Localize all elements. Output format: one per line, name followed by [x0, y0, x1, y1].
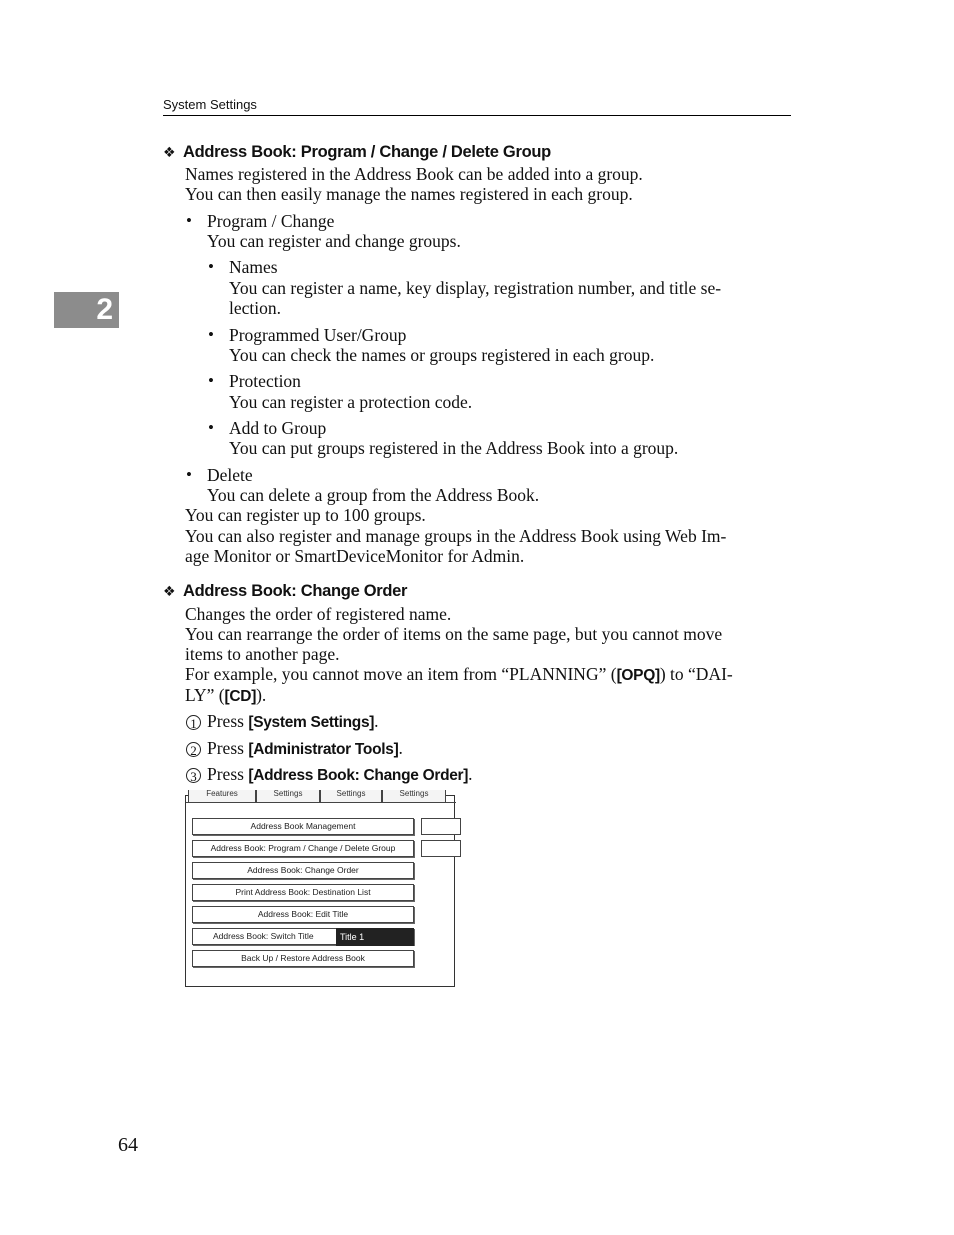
bullet-icon: • [186, 465, 192, 484]
sub-item-desc: lection. [229, 298, 281, 318]
screen-tab[interactable]: Settings [256, 790, 320, 803]
section-heading-text: Address Book: Program / Change / Delete Group [183, 143, 551, 161]
sub-item-desc: You can register a protection code. [229, 392, 473, 412]
section-heading-change-order [163, 582, 407, 601]
chapter-tab: 2 [54, 292, 119, 328]
list-item-desc: You can delete a group from the Address Book. [207, 485, 540, 505]
body-line: You can rearrange the order of items on the same page, but you cannot move [185, 624, 723, 644]
step-line [207, 711, 379, 734]
print-destination-list-button[interactable]: Print Address Book: Destination List [192, 884, 414, 901]
section-heading-text: Address Book: Change Order [183, 582, 408, 600]
step-line [207, 764, 473, 787]
running-header: System Settings [163, 97, 257, 112]
example-text: ). [256, 685, 267, 705]
step-key: [System Settings] [248, 714, 375, 731]
section-heading-program-change-delete-group [163, 143, 551, 162]
bullet-icon: • [208, 257, 214, 276]
edit-title-button[interactable]: Address Book: Edit Title [192, 906, 414, 923]
panel-screenshot [185, 789, 455, 987]
side-button[interactable] [421, 840, 461, 857]
example-text: LY” ( [185, 685, 225, 705]
step-text: . [398, 738, 403, 758]
sub-item-title: Protection [229, 371, 301, 391]
step-key: [Address Book: Change Order] [248, 767, 469, 784]
step-text: . [374, 711, 379, 731]
step-text: Press [207, 711, 249, 731]
body-line: Changes the order of registered name. [185, 604, 452, 624]
key-label-opq: [OPQ] [616, 667, 660, 684]
bullet-icon: • [208, 418, 214, 437]
header-rule [163, 115, 791, 116]
example-text: For example, you cannot move an item from “PLANNING” ( [185, 664, 617, 684]
sub-item-desc: You can check the names or groups registered in each group. [229, 345, 655, 365]
sub-item-desc: You can put groups registered in the Address Book into a group. [229, 438, 679, 458]
bullet-icon: • [208, 371, 214, 390]
bullet-icon: • [208, 325, 214, 344]
step-number-icon: 2 [186, 742, 201, 757]
screen-tab[interactable]: Settings [382, 790, 446, 803]
bullet-icon: • [186, 211, 192, 230]
program-change-delete-group-button[interactable]: Address Book: Program / Change / Delete Group [192, 840, 414, 857]
list-item-desc: You can register and change groups. [207, 231, 461, 251]
step-line [207, 738, 403, 761]
intro-line: Names registered in the Address Book can be added into a group. [185, 164, 643, 184]
body-line: items to another page. [185, 644, 340, 664]
page-number: 64 [118, 1134, 138, 1156]
side-button[interactable] [421, 818, 461, 835]
diamond-bullet-icon: ❖ [163, 583, 176, 599]
diamond-bullet-icon: ❖ [163, 144, 176, 160]
outro-line: You can register up to 100 groups. [185, 505, 426, 525]
step-key: [Administrator Tools] [248, 741, 399, 758]
list-item-title: Delete [207, 465, 253, 485]
sub-item-title: Programmed User/Group [229, 325, 407, 345]
step-text: . [468, 764, 473, 784]
screen-tab[interactable]: Features [188, 790, 256, 803]
address-book-management-button[interactable]: Address Book Management [192, 818, 414, 835]
back-up-restore-button[interactable]: Back Up / Restore Address Book [192, 950, 414, 967]
sub-item-title: Names [229, 257, 278, 277]
list-item-title: Program / Change [207, 211, 335, 231]
sub-item-desc: You can register a name, key display, registration number, and title se- [229, 278, 722, 298]
step-number-icon: 1 [186, 715, 201, 730]
intro-line: You can then easily manage the names registered in each group. [185, 184, 633, 204]
example-line [185, 685, 266, 708]
outro-line: age Monitor or SmartDeviceMonitor for Admin. [185, 546, 525, 566]
example-text: ) to “DAI- [659, 664, 733, 684]
sub-item-title: Add to Group [229, 418, 327, 438]
outro-line: You can also register and manage groups in the Address Book using Web Im- [185, 526, 727, 546]
step-number-icon: 3 [186, 768, 201, 783]
switch-title-button[interactable]: Address Book: Switch Title [192, 928, 414, 945]
step-text: Press [207, 764, 249, 784]
step-text: Press [207, 738, 249, 758]
example-line [185, 664, 733, 687]
screen-tab[interactable]: Settings [320, 790, 382, 803]
change-order-button[interactable]: Address Book: Change Order [192, 862, 414, 879]
key-label-cd: [CD] [224, 688, 257, 705]
switch-title-value: Title 1 [336, 928, 414, 946]
